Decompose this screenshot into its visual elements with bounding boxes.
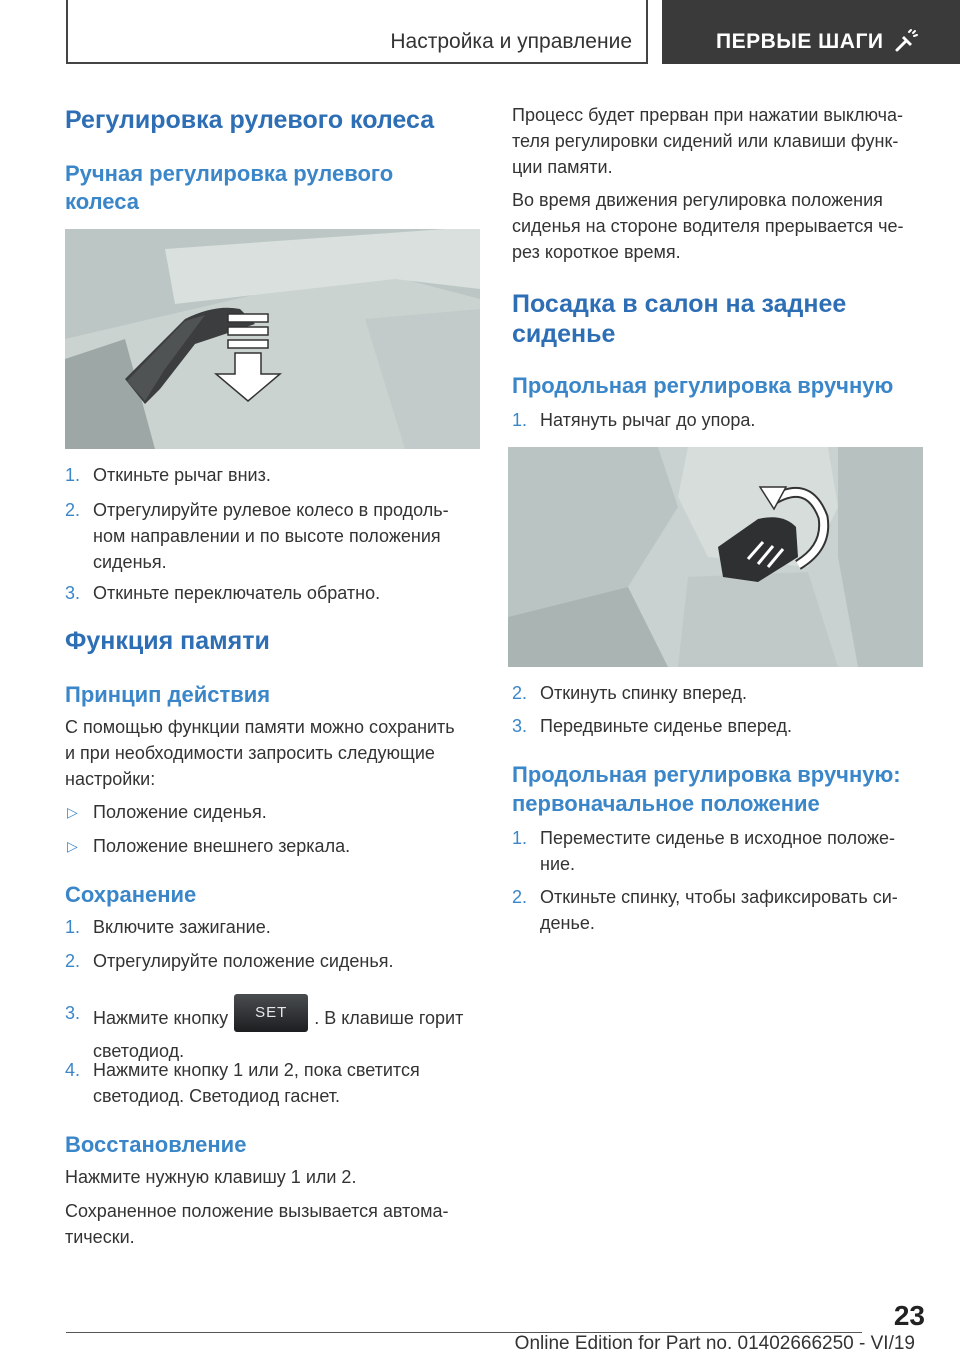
triangle-bullet-icon: ▷ — [67, 804, 78, 820]
steering-step-3 — [65, 580, 380, 606]
seat-lever-drawing — [508, 447, 923, 667]
step-number: 3. — [65, 1003, 81, 1023]
interrupt-line2: теля регулировки сидений или клавиши функ- — [512, 131, 899, 151]
save-step-1 — [65, 914, 271, 940]
step-number: 3. — [65, 583, 81, 603]
subheading-initial-position-line2: первоначальное положение — [512, 791, 820, 816]
step-text-line1: Откиньте спинку, чтобы зафиксировать си- — [540, 887, 898, 907]
step-number: 2. — [512, 887, 528, 907]
set-key-image: SET — [234, 994, 308, 1032]
rear-step-3 — [512, 713, 792, 739]
chapter-tab — [662, 0, 960, 64]
bullet-text: Положение внешнего зеркала. — [93, 836, 351, 856]
save-step-2 — [65, 948, 393, 974]
subheading-save: Сохранение — [65, 882, 197, 907]
step-number: 1. — [65, 465, 81, 485]
save-step-3 — [65, 1000, 463, 1064]
heading-steering-adjust: Регулировка рулевого колеса — [65, 106, 435, 134]
step-text: Передвиньте сиденье вперед. — [540, 716, 793, 736]
subheading-manual-steering-line1: Ручная регулировка рулевого — [65, 161, 394, 186]
step-text: Откинуть спинку вперед. — [540, 683, 748, 703]
driving-line2: сиденья на стороне водителя прерывается че- — [512, 216, 904, 236]
step-text-post: . В клавише горит — [314, 1007, 464, 1028]
step-number: 2. — [65, 951, 81, 971]
step-text-pre: Нажмите кнопку — [93, 1007, 229, 1028]
subheading-initial-position-line1: Продольная регулировка вручную: — [512, 762, 901, 787]
step-text: Откиньте рычаг вниз. — [93, 465, 271, 485]
subheading-manual-steering-line2: колеса — [65, 189, 139, 214]
steering-lever-drawing — [65, 229, 480, 449]
driving-line3: рез короткое время. — [512, 242, 681, 262]
step-number: 4. — [65, 1060, 81, 1080]
step-text-line1: Нажмите кнопку 1 или 2, пока светится — [93, 1060, 420, 1080]
header-subtitle-box — [66, 0, 648, 64]
step-text-line2: светодиод. — [93, 1041, 185, 1061]
principle-line3: настройки: — [65, 769, 156, 789]
bullet-mirror-position — [65, 833, 350, 859]
steering-step-1 — [65, 462, 271, 488]
page-header — [0, 0, 960, 66]
subheading-restore: Восстановление — [65, 1132, 247, 1157]
interrupt-line3: ции памяти. — [512, 157, 613, 177]
heading-rear-entry-line1: Посадка в салон на заднее — [512, 290, 847, 318]
step-text-line2: денье. — [540, 913, 595, 933]
subheading-longitudinal: Продольная регулировка вручную — [512, 373, 894, 398]
save-step-4 — [65, 1057, 420, 1109]
step-text: Натянуть рычаг до упора. — [540, 410, 756, 430]
steering-step-2 — [65, 497, 449, 575]
step-number: 3. — [512, 716, 528, 736]
rear-step-2 — [512, 680, 747, 706]
steering-icon — [894, 28, 920, 54]
heading-memory-function: Функция памяти — [65, 627, 270, 655]
step-text-line2: светодиод. Светодиод гаснет. — [93, 1086, 340, 1106]
restore-paragraph-1: Нажмите нужную клавишу 1 или 2. — [65, 1167, 357, 1187]
header-subtitle: Настройка и управление — [390, 30, 632, 53]
step-text-line2: ном направлении и по высоте положения — [93, 526, 441, 546]
seat-lever-illustration — [508, 447, 923, 667]
principle-line2: и при необходимости запросить следующие — [65, 743, 435, 763]
step-number: 1. — [512, 828, 528, 848]
step-text: Включите зажигание. — [93, 917, 271, 937]
heading-rear-entry-line2: сиденье — [512, 320, 616, 348]
rear-step-1 — [512, 407, 755, 433]
principle-line1: С помощью функции памяти можно сохранить — [65, 717, 455, 737]
step-text-line1: Переместите сиденье в исходное положе- — [540, 828, 896, 848]
steering-lever-illustration — [65, 229, 480, 449]
step-text-line3: сиденья. — [93, 552, 167, 572]
bullet-text: Положение сиденья. — [93, 802, 267, 822]
step-text: Откиньте переключатель обратно. — [93, 583, 381, 603]
step-number: 2. — [512, 683, 528, 703]
chapter-title: ПЕРВЫЕ ШАГИ — [716, 30, 884, 53]
subheading-principle: Принцип действия — [65, 682, 271, 707]
driving-line1: Во время движения регулировка положения — [512, 190, 883, 210]
step-text-line2: ние. — [540, 854, 576, 874]
initial-step-1 — [512, 825, 895, 877]
restore-paragraph-2-line1: Сохраненное положение вызывается автома- — [65, 1201, 449, 1221]
step-number: 1. — [512, 410, 528, 430]
footer-edition: Online Edition for Part no. 01402666250 - VI/19 — [514, 1333, 915, 1354]
page-number: 23 — [893, 1300, 925, 1331]
step-number: 1. — [65, 917, 81, 937]
initial-step-2 — [512, 884, 898, 936]
step-text-line1: Отрегулируйте рулевое колесо в продоль- — [93, 500, 449, 520]
bullet-seat-position — [65, 799, 267, 825]
restore-paragraph-2-line2: тически. — [65, 1227, 135, 1247]
step-number: 2. — [65, 500, 81, 520]
interrupt-line1: Процесс будет прерван при нажатии выключа- — [512, 105, 903, 125]
step-text: Отрегулируйте положение сиденья. — [93, 951, 394, 971]
triangle-bullet-icon: ▷ — [67, 838, 78, 854]
